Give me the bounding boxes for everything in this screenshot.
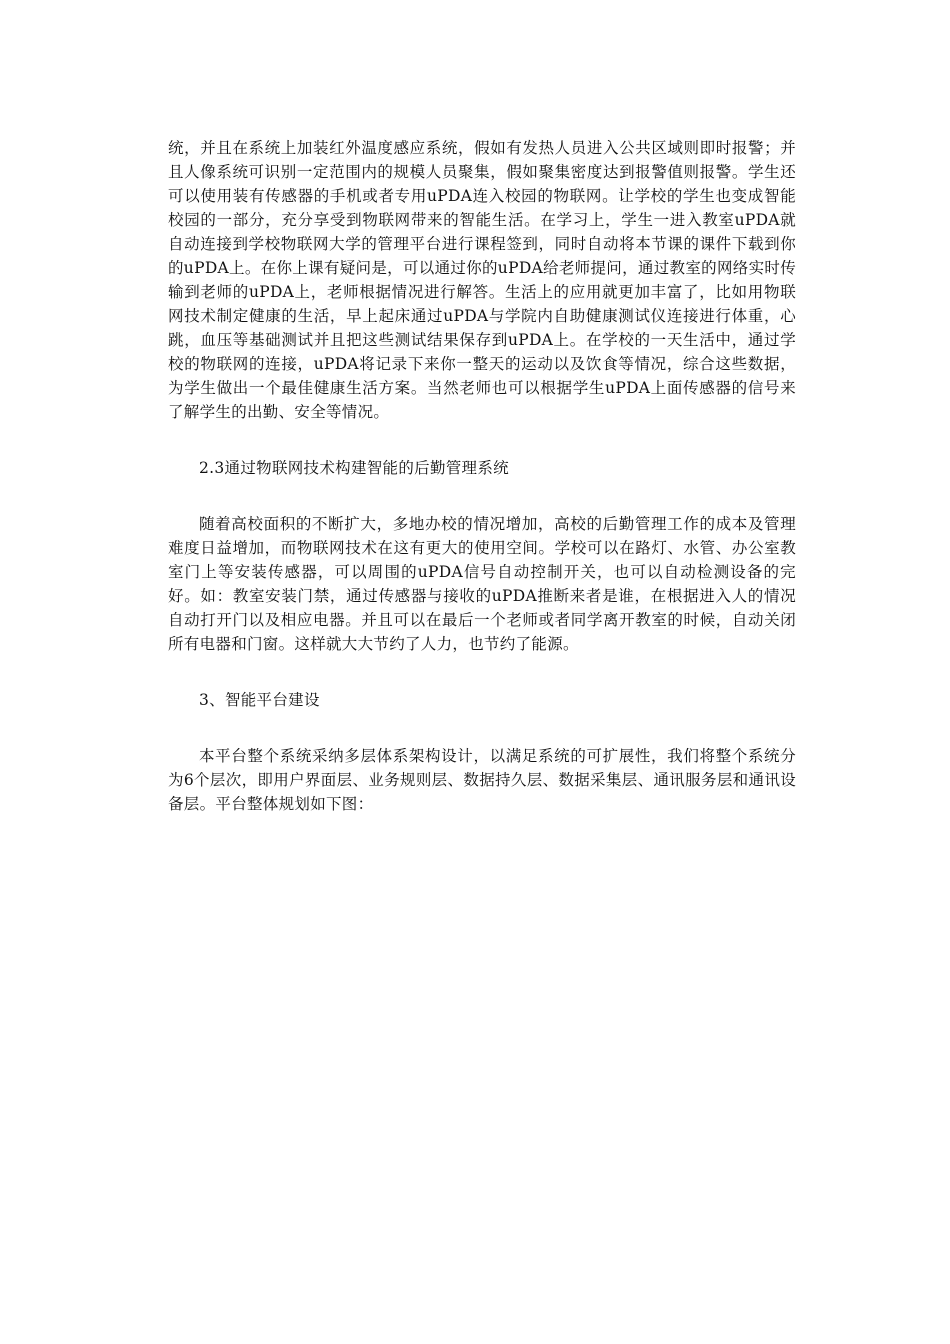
paragraph-logistics-management: 随着高校面积的不断扩大，多地办校的情况增加，高校的后勤管理工作的成本及管理难度日益增加，而物联网技术在这有更大的使用空间。学校可以在路灯、水管、办公室教室门上等安装传感器，可以周围的uPDA信号自动控制开关，也可以自动检测设备的完好。如：教室安装门禁，通过传感器与接收的uPDA推断来者是谁，在根据进入人的情况自动打开门以及相应电器。并且可以在最后一个老师或者同学离开教室的时候，自动关闭所有电器和门窗。这样就大大节约了人力，也节约了能源。 bbox=[168, 515, 796, 653]
spacer bbox=[168, 424, 796, 456]
document-body bbox=[168, 136, 796, 816]
spacer bbox=[168, 656, 796, 688]
spacer bbox=[168, 480, 796, 512]
spacer bbox=[168, 712, 796, 744]
paragraph-platform-architecture: 本平台整个系统采纳多层体系架构设计，以满足系统的可扩展性，我们将整个系统分为6个层次，即用户界面层、业务规则层、数据持久层、数据采集层、通讯服务层和通讯设备层。平台整体规划如下图： bbox=[168, 747, 796, 813]
section-heading-3: 3、智能平台建设 bbox=[199, 691, 320, 709]
section-heading-2-3: 2.3通过物联网技术构建智能的后勤管理系统 bbox=[199, 459, 509, 477]
paragraph-campus-iot-life: 统，并且在系统上加装红外温度感应系统，假如有发热人员进入公共区域则即时报警；并且人像系统可识别一定范围内的规模人员聚集，假如聚集密度达到报警值则报警。学生还可以使用装有传感器的手机或者专用uPDA连入校园的物联网。让学校的学生也变成智能校园的一部分，充分享受到物联网带来的智能生活。在学习上，学生一进入教室uPDA就自动连接到学校物联网大学的管理平台进行课程签到，同时自动将本节课的课件下载到你的uPDA上。在你上课有疑问是，可以通过你的uPDA给老师提问，通过教室的网络实时传输到老师的uPDA上，老师根据情况进行解答。生活上的应用就更加丰富了，比如用物联网技术制定健康的生活，早上起床通过uPDA与学院内自助健康测试仪连接进行体重，心跳，血压等基础测试并且把这些测试结果保存到uPDA上。在学校的一天生活中，通过学校的物联网的连接，uPDA将记录下来你一整天的运动以及饮食等情况，综合这些数据，为学生做出一个最佳健康生活方案。当然老师也可以根据学生uPDA上面传感器的信号来了解学生的出勤、安全等情况。 bbox=[168, 139, 796, 421]
